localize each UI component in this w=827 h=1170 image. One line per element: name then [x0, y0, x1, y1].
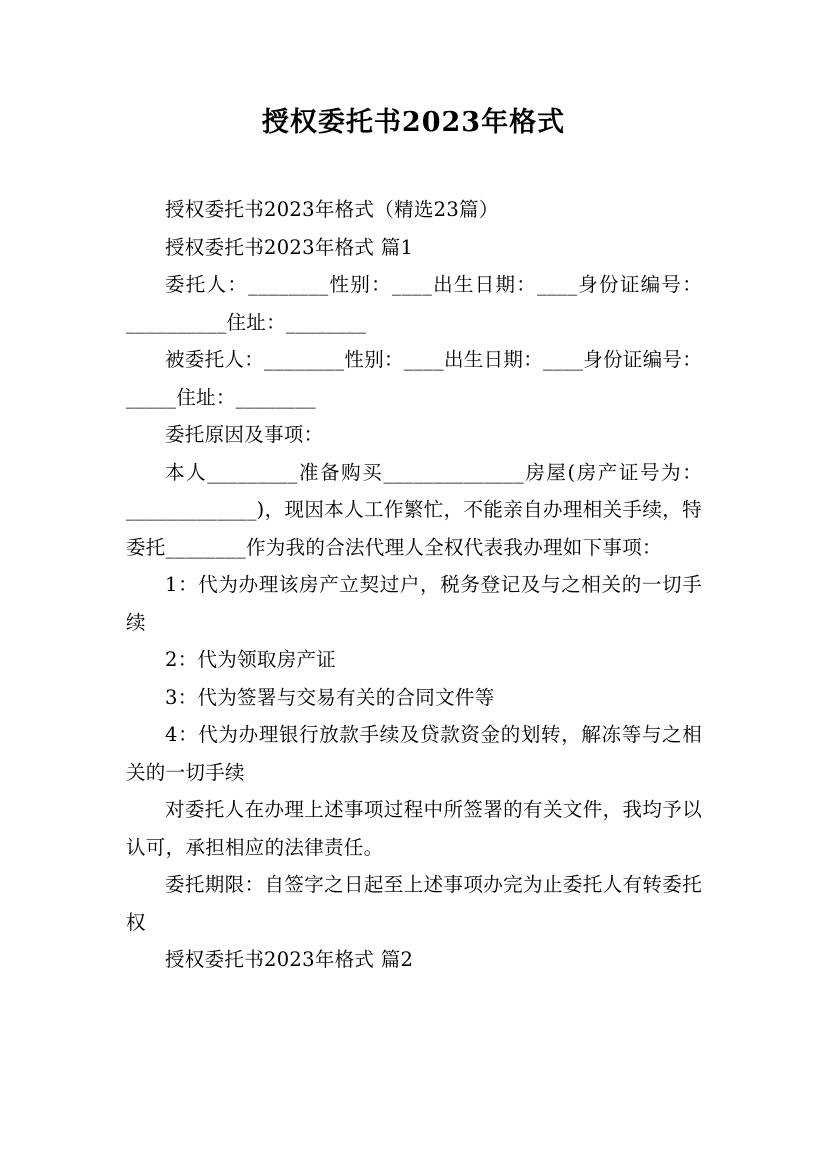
acknowledgement-paragraph: 对委托人在办理上述事项过程中所签署的有关文件，我均予以认可，承担相应的法律责任。 [126, 798, 702, 859]
term-paragraph: 委托期限：自签字之日起至上述事项办完为止委托人有转委托权 [126, 873, 702, 934]
item-1: 1：代为办理该房产立契过户，税务登记及与之相关的一切手续 [126, 573, 702, 634]
reason-heading: 委托原因及事项： [165, 423, 324, 446]
section-heading: 授权委托书2023年格式 篇1 [165, 235, 414, 259]
document-title: 授权委托书2023年格式 [261, 107, 566, 138]
document-body [126, 191, 702, 979]
reason-paragraph: 本人_________准备购买______________房屋(房产证号为：_____________)，现因本人工作繁忙，不能亲自办理相关手续，特委托________作为我的合法代理人全权代表我办理如下事项： [126, 460, 702, 559]
section-heading-2: 授权委托书2023年格式 篇2 [165, 948, 414, 971]
principal-info-paragraph: 委托人：________性别：____出生日期：____身份证编号：__________住址：________ [126, 273, 702, 334]
agent-info-paragraph: 被委托人：________性别：____出生日期：____身份证编号：_____住址：________ [126, 348, 702, 409]
item-2: 2：代为领取房产证 [165, 648, 337, 671]
item-3: 3：代为签署与交易有关的合同文件等 [165, 685, 495, 709]
subtitle-paragraph: 授权委托书2023年格式（精选23篇） [165, 198, 499, 221]
item-4: 4：代为办理银行放款手续及贷款资金的划转，解冻等与之相关的一切手续 [126, 723, 702, 784]
